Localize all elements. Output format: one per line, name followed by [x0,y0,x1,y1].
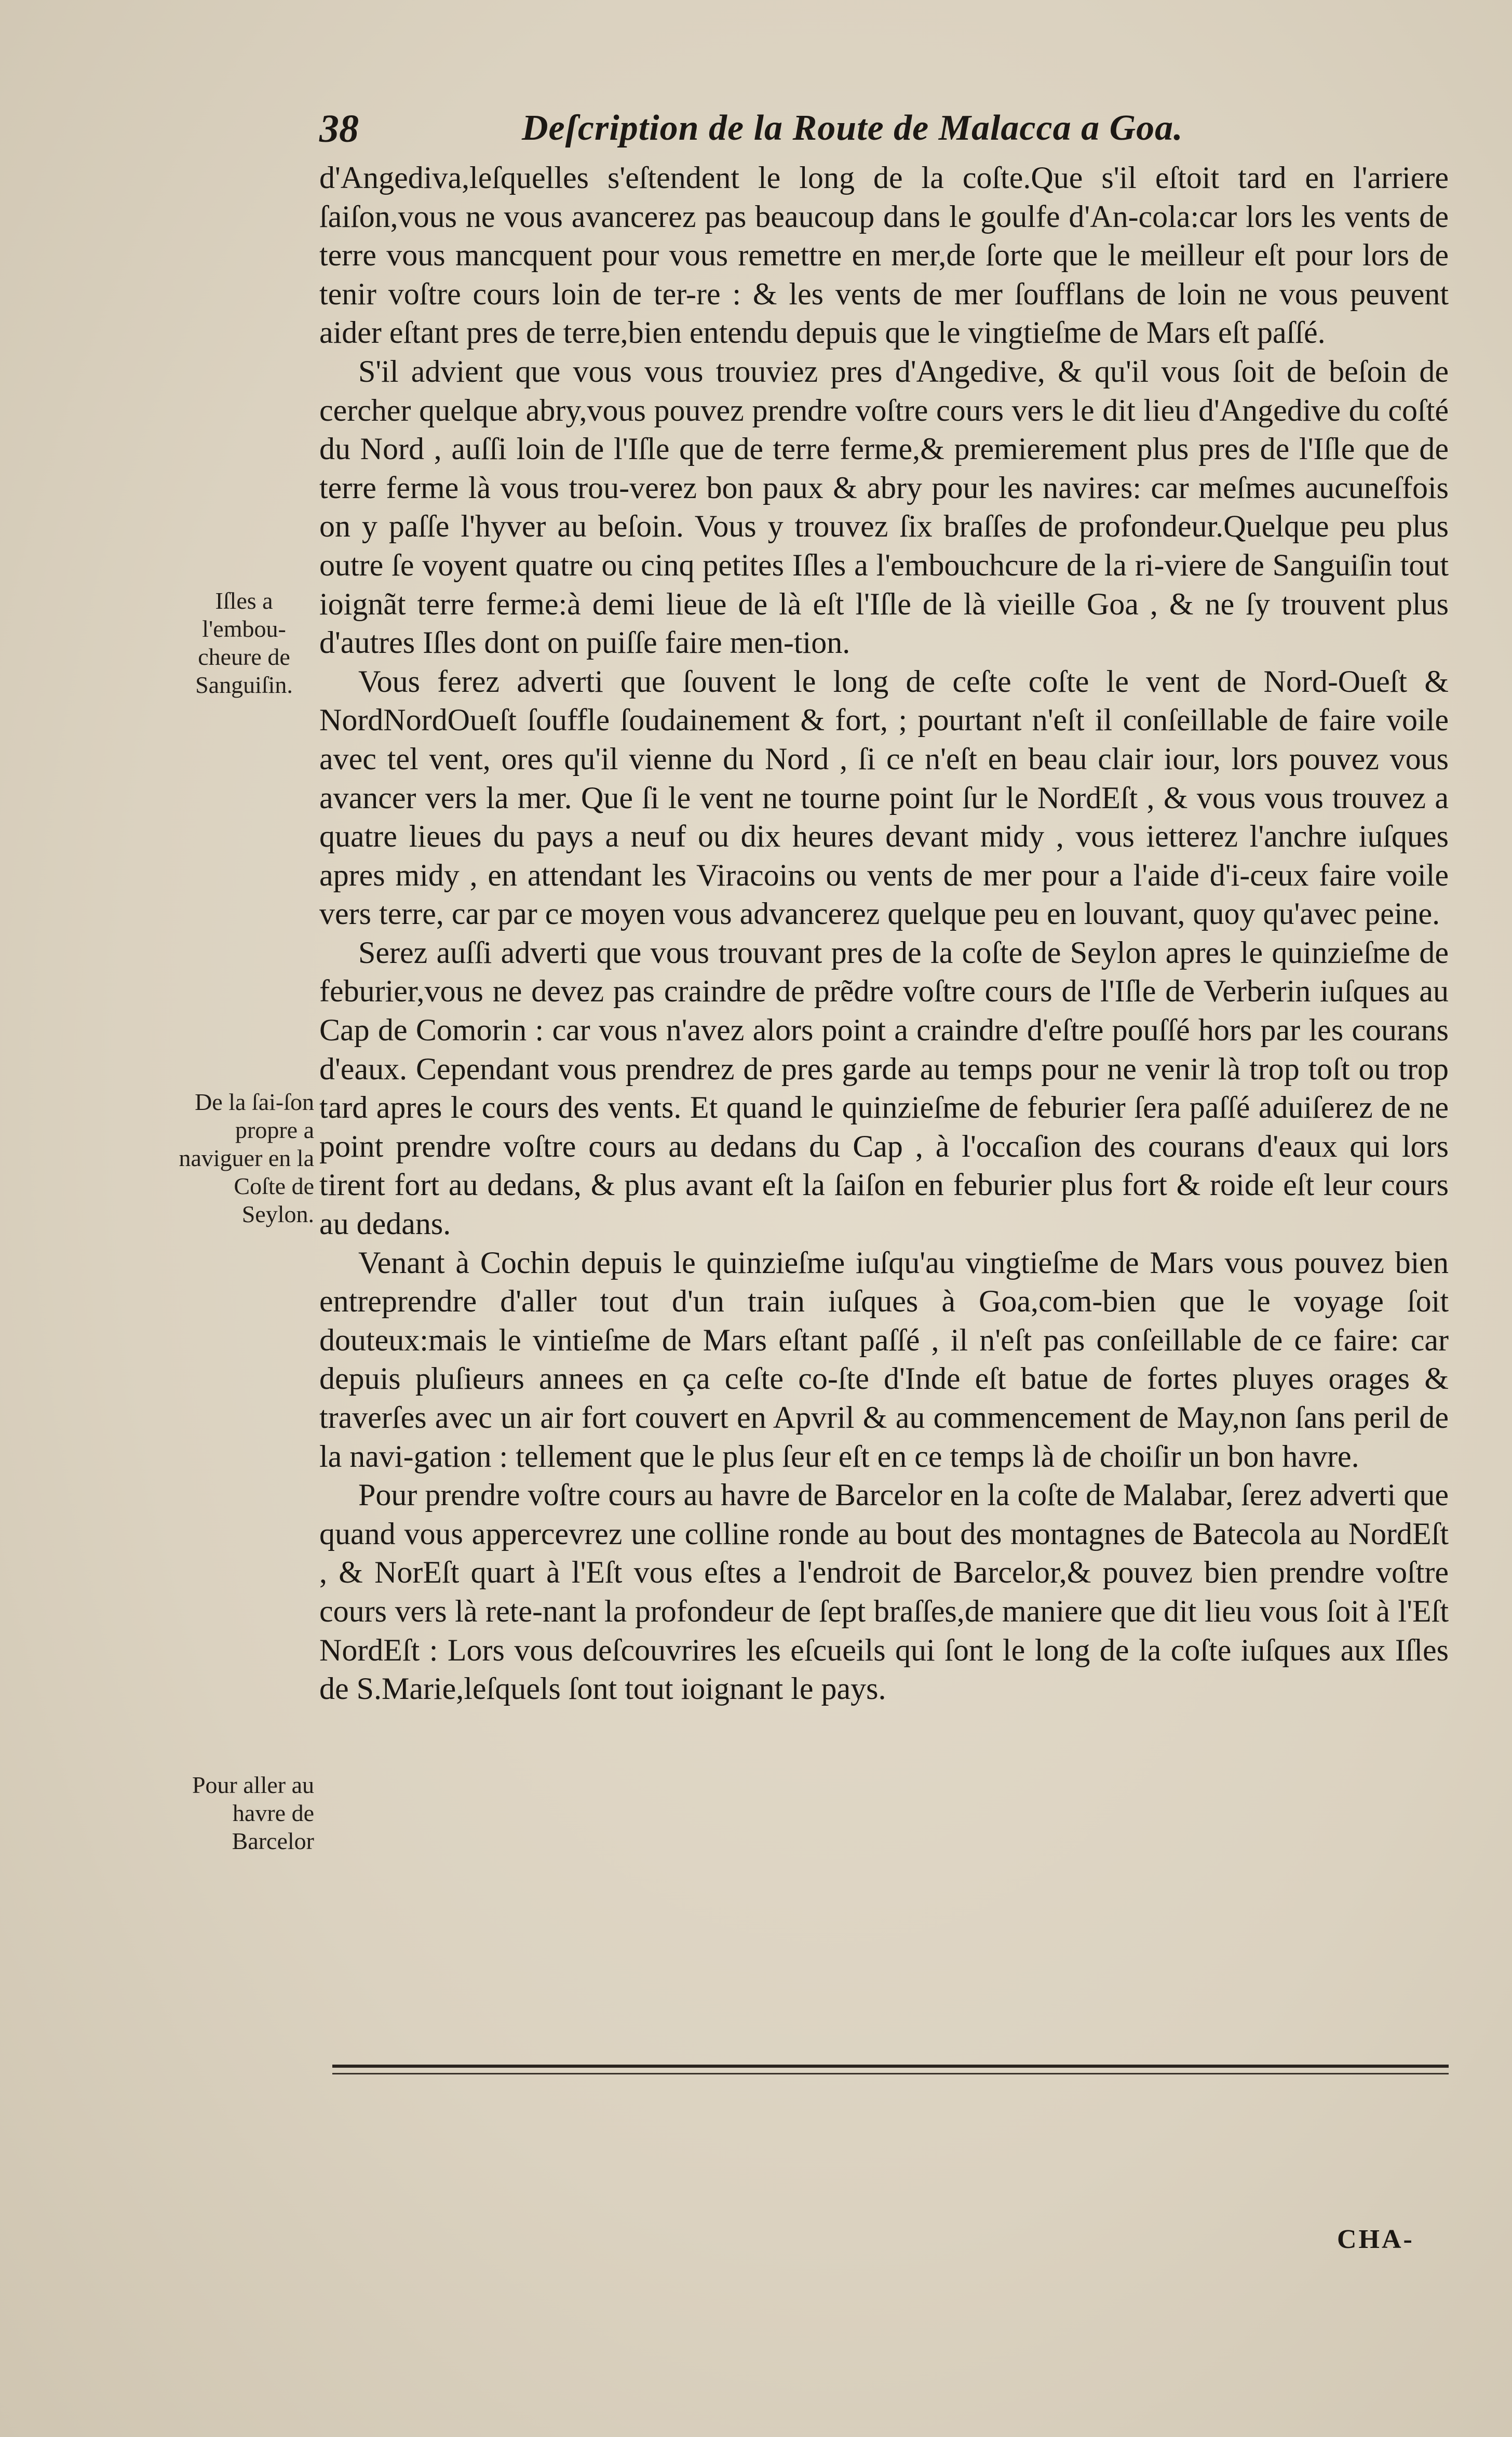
marginal-note-barcelor: Pour aller au havre de Barcelor [192,1772,314,1854]
section-rule [332,2065,1449,2074]
marginal-note-isles: Iſles a l'embou-cheure de Sanguiſin. [195,587,293,698]
marginal-note-season: De la ſai-ſon propre a naviguer en la Coſte de Seylon. [179,1089,314,1227]
running-title: Deſcription de la Route de Malacca a Goa. [522,108,1183,148]
paragraph: Venant à Cochin depuis le quinzieſme iuſqu'au vingtieſme de Mars vous pouvez bien entreprendre d'aller tout d'un train iuſques à Goa,com-bien que le voyage ſoit douteux:mais le vintieſme de Mars eſtant paſſé , il n'eſt pas conſeillable de ce faire: car depuis pluſieurs annees en ça ceſte co-ſte d'Inde eſt batue de fortes pluyes orages & traverſes avec un air fort couvert en Apvril & au commencement de May,non ſans peril de la navi-gation : tellement que le plus ſeur eſt en ce temps là de choiſir un bon havre. [319,1245,1449,1474]
paragraph: S'il advient que vous vous trouviez pres d'Angedive, & qu'il vous ſoit de beſoin de cercher quelque abry,vous pouvez prendre voſtre cours vers le dit lieu d'Angedive du coſté du Nord , auſſi loin de l'Iſle que de terre ferme,& premierement plus pres de l'Iſle que de terre ferme là vous trou-verez bon paux & abry pour les navires: car meſmes aucuneſfois on y paſſe l'hyver au beſoin. Vous y trouvez ſix braſſes de profondeur.Quelque peu plus outre ſe voyent quatre ou cinq petites Iſles a l'embouchcure de la ri-viere de Sanguiſin tout ioignãt terre ferme:à demi lieue de là eſt l'Iſle de là vieille Goa , & ne ſy trouvent plus d'autres Iſles dont on puiſſe faire men-tion. [319,354,1449,660]
paragraph: Serez auſſi adverti que vous trouvant pres de la coſte de Seylon apres le quinzieſme de feburier,vous ne devez pas craindre de prẽdre voſtre cours de l'Iſle de Verberin iuſques au Cap de Comorin : car vous n'avez alors point a craindre d'eſtre pouſſé hors par les courans d'eaux. Cependant vous prendrez de pres garde au temps pour ne venir là trop toſt ou trop tard apres le cours des vents. Et quand le quinzieſme de feburier ſera paſſé aduiſerez de ne point prendre voſtre cours au dedans du Cap , à l'occaſion des courans d'eaux qui lors tirent fort au dedans, & plus avant eſt la ſaiſon en feburier plus fort & roide eſt leur cours au dedans. [319,935,1449,1241]
paragraph: Pour prendre voſtre cours au havre de Barcelor en la coſte de Malabar, ſerez adverti que quand vous appercevrez une colline ronde au bout des montagnes de Batecola au NordEſt , & NorEſt quart à l'Eſt vous eſtes a l'endroit de Barcelor,& pouvez bien prendre voſtre cours vers là rete-nant la profondeur de ſept braſſes,de maniere que dit lieu vous ſoit à l'Eſt NordEſt : Lors vous deſcouvrires les eſcueils qui ſont le long de la coſte iuſques aux Iſles de S.Marie,leſquels ſont tout ioignant le pays. [319,1478,1449,1706]
catchword: CHA- [1337,2225,1414,2254]
body-text [319,158,1449,1708]
paragraph: Vous ferez adverti que ſouvent le long de ceſte coſte le vent de Nord-Oueſt & NordNordOueſt ſouffle ſoudainement & fort, ; pourtant n'eſt il conſeillable de faire voile avec tel vent, ores qu'il vienne du Nord , ſi ce n'eſt en beau clair iour, lors pouvez vous avancer vers la mer. Que ſi le vent ne tourne point ſur le NordEſt , & vous vous trouvez a quatre lieues du pays a neuf ou dix heures devant midy , vous ietterez l'anchre iuſques apres midy , en attendant les Viracoins ou vents de mer pour a l'aide d'i-ceux faire voile vers terre, car par ce moyen vous advancerez quelque peu en louvant, quoy qu'avec peine. [319,664,1449,931]
page-header [319,106,1225,158]
paragraph: d'Angediva,leſquelles s'eſtendent le long de la coſte.Que s'il eſtoit tard en l'arriere ſaiſon,vous ne vous avancerez pas beaucoup dans le goulfe d'An-cola:car lors les vents de terre vous mancquent pour vous remettre en mer,de ſorte que le meilleur eſt pour lors de tenir voſtre cours loin de ter-re : & les vents de mer ſoufflans de loin ne vous peuvent aider eſtant pres de terre,bien entendu depuis que le vingtieſme de Mars eſt paſſé. [319,160,1449,350]
page-number: 38 [319,107,359,151]
